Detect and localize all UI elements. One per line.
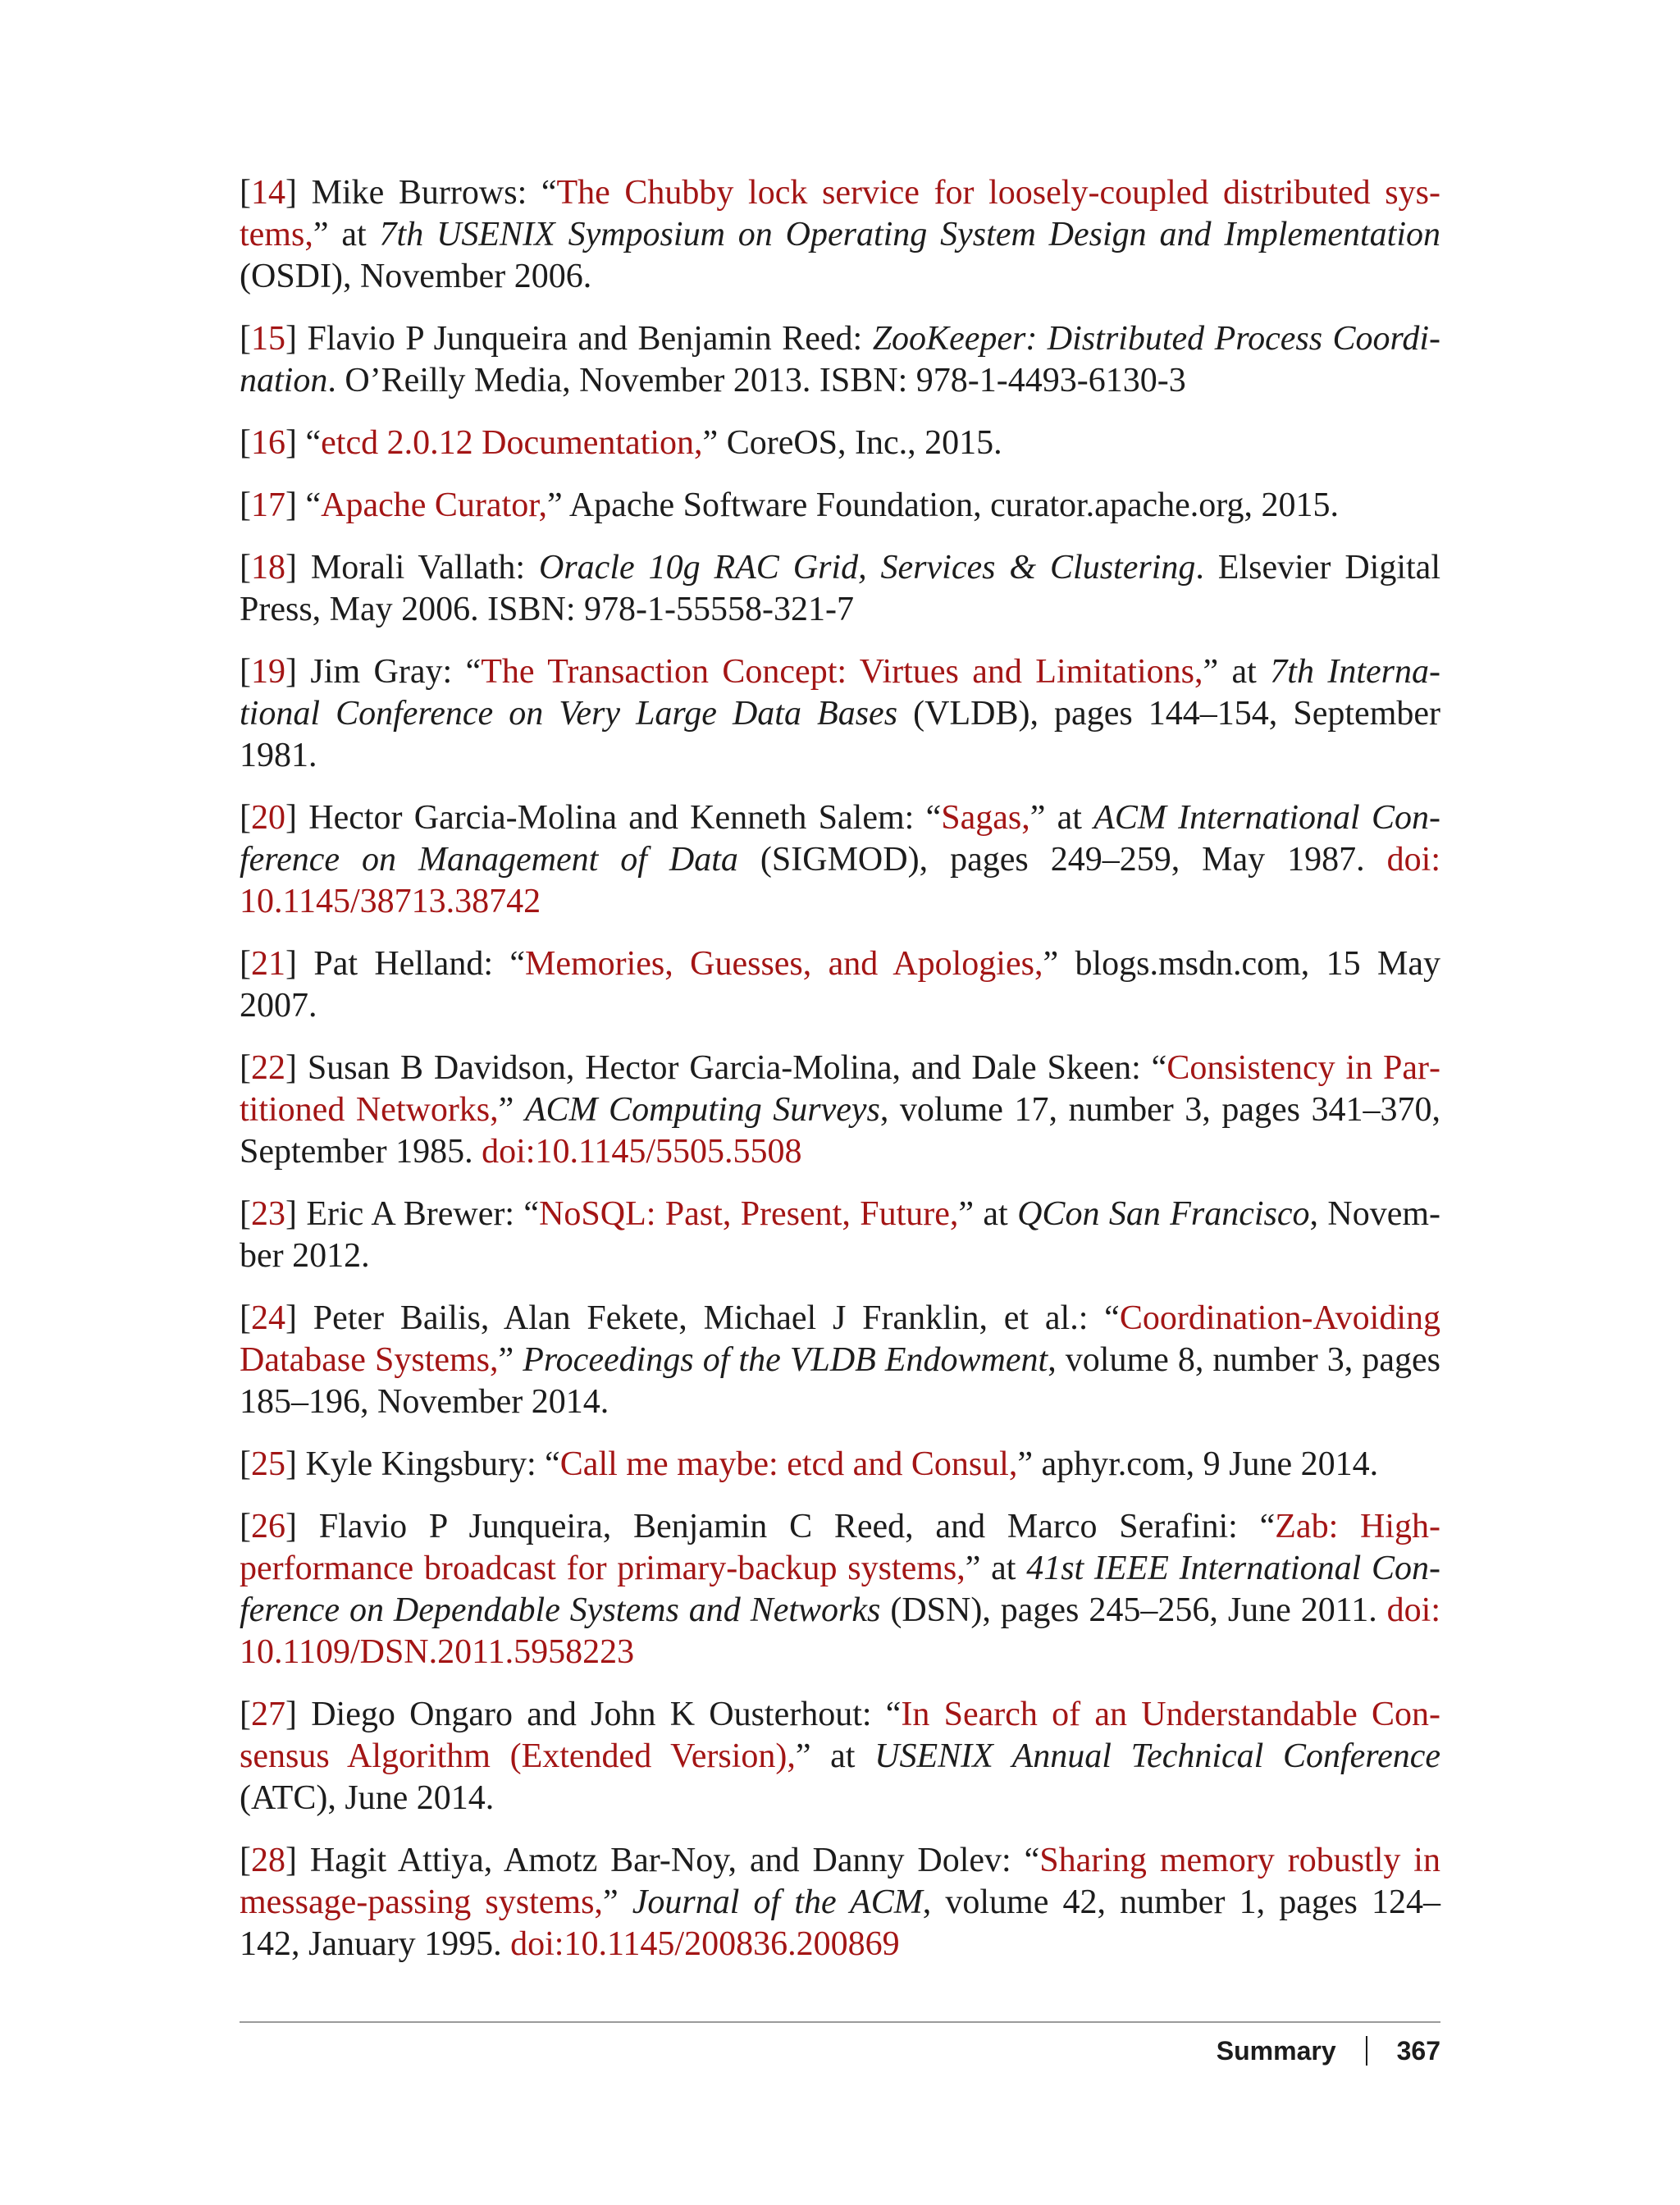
reference-entry: [14] Mike Burrows: “The Chubby lock service for loosely-coupled distributed systems,” at 7th USENIX Symposium on Operating System Design and Implementation (OSDI), November 2006.	[240, 174, 1440, 295]
reference-link[interactable]: The Chubby lock service for loosely-coupled distributed systems,	[240, 174, 1440, 253]
reference-link[interactable]: Apache Curator,	[321, 486, 548, 524]
reference-text: ”	[602, 1883, 632, 1921]
footer-rule	[240, 2021, 1440, 2023]
reference-venue: Oracle 10g RAC Grid, Services & Clustering	[539, 549, 1196, 587]
reference-number-link[interactable]: 27	[251, 1696, 285, 1733]
reference-text: Flavio P Junqueira, Benjamin C Reed, and Marco Serafini: “	[297, 1508, 1276, 1545]
reference-entry: [24] Peter Bailis, Alan Fekete, Michael J Franklin, et al.: “Coordination-Avoiding Database Systems,” Proceedings of the VLDB Endowment, volume 8, number 3, pages 185–196, November 2014.	[240, 1299, 1440, 1421]
reference-text: . Elsevier Digital Press, May 2006. ISBN: 978-1-55558-321-7	[240, 549, 1440, 628]
reference-text: Eric A Brewer: “	[297, 1195, 540, 1233]
reference-venue: Proceedings of the VLDB Endowment	[523, 1341, 1048, 1379]
reference-venue: 7th USENIX Symposium on Operating System Design and Implementation	[379, 216, 1440, 253]
reference-text: ”	[498, 1341, 523, 1379]
page-number: 367	[1396, 2036, 1440, 2066]
reference-text: Jim Gray: “	[297, 653, 482, 691]
reference-text: ” at	[795, 1737, 875, 1775]
reference-text: , November 2012.	[240, 1195, 1441, 1275]
reference-text: Flavio P Junqueira and Benjamin Reed:	[297, 320, 873, 358]
reference-venue: ACM Computing Surveys	[524, 1091, 880, 1129]
reference-text: , volume 42, number 1, pages 124–142, January 1995.	[240, 1883, 1441, 1963]
reference-number-link[interactable]: 14	[251, 174, 285, 212]
reference-link[interactable]: NoSQL: Past, Present, Future,	[539, 1195, 959, 1233]
reference-text: (DSN), pages 245–256, June 2011.	[880, 1591, 1387, 1629]
reference-entry: [18] Morali Vallath: Oracle 10g RAC Grid, Services & Clustering. Elsevier Digital Press, May 2006. ISBN: 978-1-55558-321-7	[240, 549, 1440, 628]
reference-link[interactable]: Sagas,	[941, 799, 1030, 837]
reference-link[interactable]: Memories, Guesses, and Apologies,	[524, 945, 1043, 983]
reference-text: Hagit Attiya, Amotz Bar-Noy, and Danny Dolev: “	[297, 1842, 1040, 1879]
reference-text: ” at	[1203, 653, 1271, 691]
reference-number-link[interactable]: 17	[251, 486, 285, 524]
reference-venue: Journal of the ACM	[632, 1883, 923, 1921]
reference-number-link[interactable]: 22	[251, 1049, 285, 1087]
reference-link[interactable]: Zab: High-performance broadcast for primary-backup systems,	[240, 1508, 1441, 1587]
reference-venue: ZooKeeper: Distributed Process Coordination	[240, 320, 1440, 399]
reference-entry: [21] Pat Helland: “Memories, Guesses, and Apologies,” blogs.msdn.com, 15 May 2007.	[240, 945, 1440, 1025]
footer-separator	[1366, 2036, 1367, 2066]
reference-text: (SIGMOD), pages 249–259, May 1987.	[737, 841, 1387, 879]
reference-link[interactable]: Call me maybe: etcd and Consul,	[559, 1445, 1018, 1483]
reference-entry: [16] “etcd 2.0.12 Documentation,” CoreOS, Inc., 2015.	[240, 424, 1002, 462]
reference-number-link[interactable]: 15	[251, 320, 285, 358]
reference-number-link[interactable]: 24	[251, 1299, 285, 1337]
reference-entry: [15] Flavio P Junqueira and Benjamin Reed: ZooKeeper: Distributed Process Coordination. O’Reilly Media, November 2013. ISBN: 978-1-4493-6130-3	[240, 320, 1440, 399]
reference-number-link[interactable]: 19	[251, 653, 285, 691]
reference-text: ” at	[958, 1195, 1018, 1233]
reference-number-link[interactable]: 28	[251, 1842, 285, 1879]
reference-text: ” at	[965, 1550, 1027, 1587]
reference-text: Kyle Kingsbury: “	[297, 1445, 560, 1483]
reference-link[interactable]: Consistency in Partitioned Networks,	[240, 1049, 1440, 1129]
reference-number-link[interactable]: 25	[251, 1445, 285, 1483]
reference-link[interactable]: doi: 10.1109/DSN.2011.5958223	[240, 1591, 1440, 1671]
reference-number-link[interactable]: 16	[251, 424, 285, 462]
reference-entry: [17] “Apache Curator,” Apache Software Foundation, curator.apache.org, 2015.	[240, 486, 1339, 524]
reference-text: “	[297, 486, 322, 524]
reference-text: Mike Burrows: “	[297, 174, 557, 212]
reference-entry: [23] Eric A Brewer: “NoSQL: Past, Present, Future,” at QCon San Francisco, November 2012.	[240, 1195, 1441, 1275]
reference-text: . O’Reilly Media, November 2013. ISBN: 978-1-4493-6130-3	[327, 362, 1186, 399]
reference-text: (OSDI), November 2006.	[240, 258, 592, 295]
footer-section-title: Summary	[1216, 2036, 1336, 2066]
reference-entry: [22] Susan B Davidson, Hector Garcia-Molina, and Dale Skeen: “Consistency in Partitioned Networks,” ACM Computing Surveys, volume 17, number 3, pages 341–370, September 1985. doi:10.1145/5505.5508	[240, 1049, 1441, 1171]
reference-link[interactable]: etcd 2.0.12 Documentation,	[321, 424, 703, 462]
reference-number-link[interactable]: 26	[251, 1508, 285, 1545]
reference-venue: ACM International Conference on Management of Data	[240, 799, 1440, 879]
reference-text: , volume 17, number 3, pages 341–370, September 1985.	[240, 1091, 1441, 1171]
reference-entry: [19] Jim Gray: “The Transaction Concept: Virtues and Limitations,” at 7th International Conference on Very Large Data Bases (VLDB), pages 144–154, September 1981.	[240, 653, 1441, 774]
reference-venue: 41st IEEE International Conference on Dependable Systems and Networks	[240, 1550, 1441, 1629]
reference-number-link[interactable]: 23	[251, 1195, 285, 1233]
reference-text: Peter Bailis, Alan Fekete, Michael J Franklin, et al.: “	[297, 1299, 1120, 1337]
reference-text: ” aphyr.com, 9 June 2014.	[1017, 1445, 1379, 1483]
reference-text: “	[297, 424, 322, 462]
reference-link[interactable]: The Transaction Concept: Virtues and Limitations,	[481, 653, 1203, 691]
reference-entry: [25] Kyle Kingsbury: “Call me maybe: etcd and Consul,” aphyr.com, 9 June 2014.	[240, 1445, 1379, 1483]
reference-entry: [20] Hector Garcia-Molina and Kenneth Salem: “Sagas,” at ACM International Conference on Management of Data (SIGMOD), pages 249–259, May 1987. doi: 10.1145/38713.38742	[240, 799, 1440, 920]
reference-text: ” Apache Software Foundation, curator.apache.org, 2015.	[547, 486, 1339, 524]
reference-link[interactable]: doi:10.1145/200836.200869	[510, 1925, 900, 1963]
page-footer	[1217, 2034, 1440, 2067]
reference-text: Diego Ongaro and John K Ousterhout: “	[297, 1696, 902, 1733]
reference-number-link[interactable]: 21	[251, 945, 285, 983]
reference-text: ” blogs.msdn.com, 15 May 2007.	[240, 945, 1440, 1025]
reference-text: ” CoreOS, Inc., 2015.	[702, 424, 1002, 462]
reference-link[interactable]: Coordination-Avoiding Database Systems,	[240, 1299, 1440, 1379]
reference-venue: QCon San Francisco	[1017, 1195, 1310, 1233]
reference-link[interactable]: Sharing memory robustly in message-passing systems,	[240, 1842, 1440, 1921]
reference-entry: [27] Diego Ongaro and John K Ousterhout: “In Search of an Understandable Consensus Algorithm (Extended Version),” at USENIX Annual Technical Conference (ATC), June 2014.	[240, 1696, 1441, 1817]
reference-text: , volume 8, number 3, pages 185–196, November 2014.	[240, 1341, 1440, 1421]
reference-list	[240, 172, 1440, 1986]
reference-text: (ATC), June 2014.	[240, 1779, 495, 1817]
reference-text: (VLDB), pages 144–154, September 1981.	[240, 695, 1440, 774]
reference-venue: 7th International Conference on Very Large Data Bases	[240, 653, 1441, 733]
reference-link[interactable]: doi:10.1145/5505.5508	[482, 1133, 802, 1171]
reference-entry: [26] Flavio P Junqueira, Benjamin C Reed, and Marco Serafini: “Zab: High-performance broadcast for primary-backup systems,” at 41st IEEE International Conference on Dependable Systems and Networks (DSN), pages 245–256, June 2011. doi: 10.1109/DSN.2011.5958223	[240, 1508, 1441, 1671]
reference-text: Hector Garcia-Molina and Kenneth Salem: “	[297, 799, 942, 837]
reference-link[interactable]: doi: 10.1145/38713.38742	[240, 841, 1440, 920]
reference-entry: [28] Hagit Attiya, Amotz Bar-Noy, and Danny Dolev: “Sharing memory robustly in message-passing systems,” Journal of the ACM, volume 42, number 1, pages 124–142, January 1995. doi:10.1145/200836.200869	[240, 1842, 1441, 1963]
reference-text: Morali Vallath:	[297, 549, 539, 587]
reference-number-link[interactable]: 20	[251, 799, 285, 837]
reference-text: Susan B Davidson, Hector Garcia-Molina, and Dale Skeen: “	[297, 1049, 1167, 1087]
reference-text: ” at	[1029, 799, 1094, 837]
reference-text: Pat Helland: “	[297, 945, 525, 983]
reference-text: ”	[498, 1091, 525, 1129]
reference-venue: USENIX Annual Technical Conference	[874, 1737, 1441, 1775]
reference-number-link[interactable]: 18	[251, 549, 285, 587]
reference-link[interactable]: In Search of an Understandable Consensus Algorithm (Extended Version),	[240, 1696, 1440, 1775]
reference-text: ” at	[313, 216, 380, 253]
